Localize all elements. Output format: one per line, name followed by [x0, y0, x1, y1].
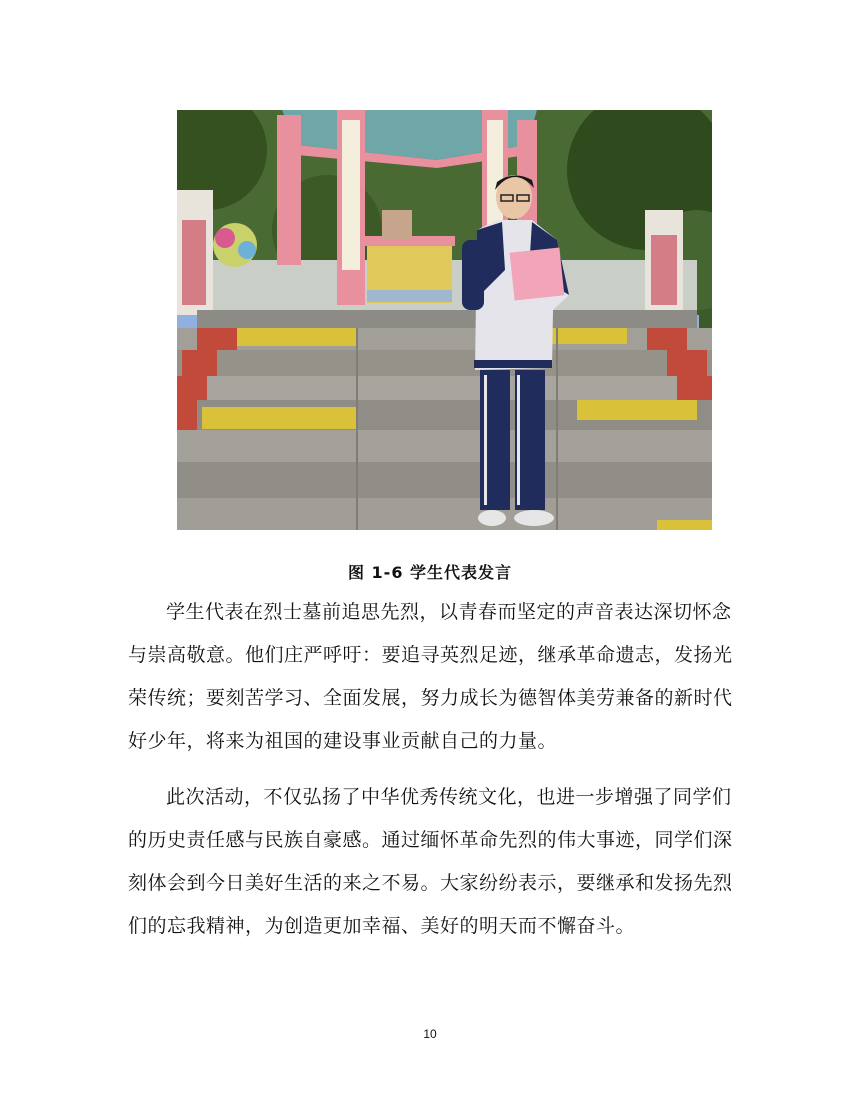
page-number: 10 — [423, 1027, 437, 1041]
paragraph-line: 刻体会到今日美好生活的来之不易。大家纷纷表示，要继承和发扬先烈 — [128, 872, 733, 894]
figure-caption: 图 1-6 学生代表发言 — [347, 563, 513, 582]
speaker-photo — [177, 110, 712, 530]
paragraph-2 — [128, 776, 734, 948]
paragraph-line: 与崇高敬意。他们庄严呼吁：要追寻英烈足迹，继承革命遗志，发扬光 — [128, 644, 733, 666]
paragraph-line: 的历史责任感与民族自豪感。通过缅怀革命先烈的伟大事迹，同学们深 — [128, 829, 733, 851]
paragraph-line: 好少年，将来为祖国的建设事业贡献自己的力量。 — [128, 730, 558, 752]
paragraph-line: 们的忘我精神，为创造更加幸福、美好的明天而不懈奋斗。 — [128, 915, 636, 937]
paragraph-line: 荣传统；要刻苦学习、全面发展，努力成长为德智体美劳兼备的新时代 — [128, 687, 733, 709]
paragraph-line: 此次活动，不仅弘扬了中华优秀传统文化，也进一步增强了同学们 — [166, 786, 732, 808]
paragraph-line: 学生代表在烈士墓前追思先烈，以青春而坚定的声音表达深切怀念 — [166, 601, 732, 623]
paragraph-1 — [128, 591, 734, 763]
